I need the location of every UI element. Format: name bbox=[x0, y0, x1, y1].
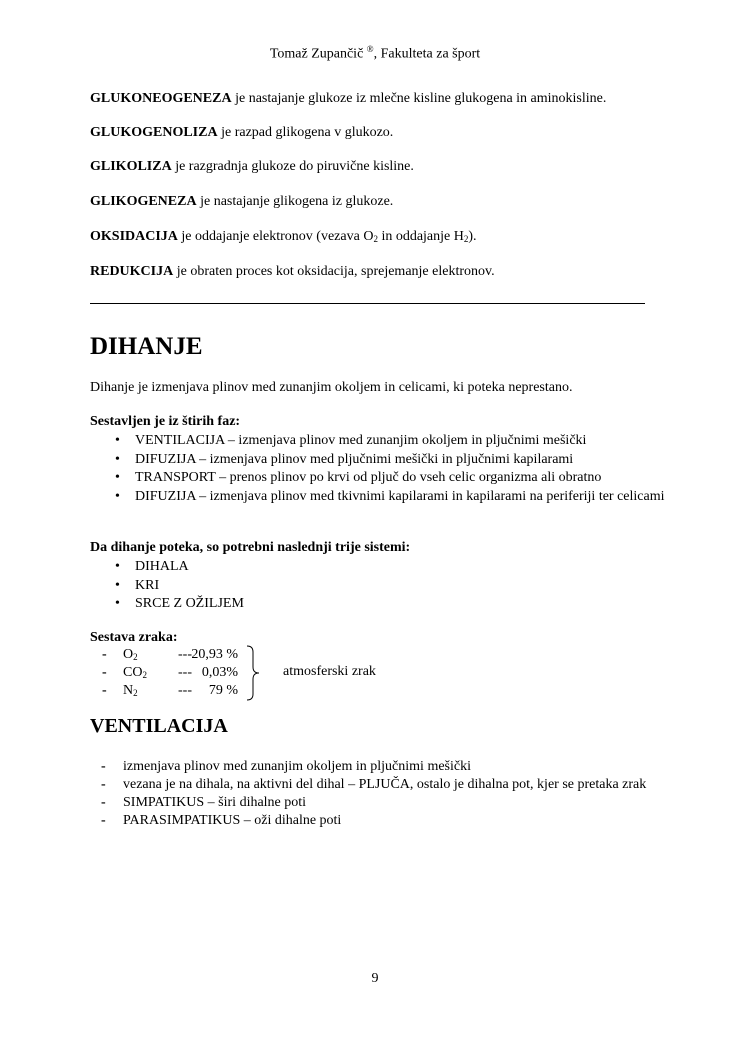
definition-text: je nastajanje glukoze iz mlečne kisline glukogena in aminokisline. bbox=[231, 91, 607, 106]
section-title-dihanje: DIHANJE bbox=[90, 333, 203, 360]
definition-text: je razgradnja glukoze do piruvične kisline. bbox=[171, 159, 414, 174]
registered-mark: ® bbox=[366, 44, 374, 54]
definition-text: in oddajanje H bbox=[377, 229, 464, 244]
definition-text: je obraten proces kot oksidacija, sprejemanje elektronov. bbox=[173, 264, 495, 279]
percentage: 0,03% bbox=[201, 665, 238, 680]
list-item: • KRI bbox=[90, 577, 665, 596]
list-item: - SIMPATIKUS – širi dihalne poti bbox=[90, 794, 663, 812]
definition-term: OKSIDACIJA bbox=[90, 229, 178, 244]
list-item: • SRCE Z OŽILJEM bbox=[90, 595, 665, 614]
definition-term: REDUKCIJA bbox=[90, 264, 174, 279]
gas-formula: $O_2$ bbox=[123, 647, 138, 662]
page-number: 9 bbox=[371, 971, 379, 986]
gas-formula: $N_2$ bbox=[123, 683, 138, 698]
definition-text: je razpad glikogena v glukozo. bbox=[217, 125, 394, 140]
curly-brace bbox=[245, 645, 261, 701]
phases-list bbox=[90, 432, 665, 506]
header-author: Tomaž Zupančič bbox=[269, 46, 364, 62]
list-item: • DIFUZIJA – izmenjava plinov med tkivnimi kapilarami in kapilarami na periferiji ter celicami bbox=[90, 488, 665, 507]
systems-heading: Da dihanje poteka, so potrebni naslednji trije sistemi: bbox=[90, 540, 411, 555]
definition-text: ). bbox=[468, 229, 477, 244]
definition-term: GLUKOGENOLIZA bbox=[90, 125, 218, 140]
definition-term: GLIKOGENEZA bbox=[90, 194, 197, 209]
list-item: • DIFUZIJA – izmenjava plinov med pljučnimi mešički in pljučnimi kapilarami bbox=[90, 451, 665, 470]
section-title-ventilacija: VENTILACIJA bbox=[90, 715, 228, 737]
list-item: • TRANSPORT – prenos plinov po krvi od pljuč do vseh celic organizma ali obratno bbox=[90, 469, 665, 488]
percentage: 20,93 % bbox=[191, 647, 238, 662]
definition-oxidation bbox=[90, 229, 477, 245]
horizontal-divider bbox=[90, 303, 645, 304]
definition-glycogenesis bbox=[90, 194, 393, 210]
ventilation-list bbox=[90, 758, 663, 830]
phases-heading: Sestavljen je iz štirih faz: bbox=[90, 414, 241, 429]
list-item: - vezana je na dihala, na aktivni del dihal – PLJUČA, ostalo je dihalna pot, kjer se pretaka zrak bbox=[90, 776, 663, 794]
definition-glycogenolysis bbox=[90, 125, 393, 141]
air-label: atmosferski zrak bbox=[283, 664, 376, 679]
air-composition-heading: Sestava zraka: bbox=[90, 630, 178, 645]
list-item: • DIHALA bbox=[90, 558, 665, 577]
gas-formula: $CO_2$ bbox=[123, 665, 147, 680]
definition-term: GLUKONEOGENEZA bbox=[90, 91, 232, 106]
dash-marker: - bbox=[102, 665, 107, 680]
systems-list bbox=[90, 558, 665, 614]
percentage: 79 % bbox=[208, 683, 238, 698]
dash-marker: - bbox=[102, 683, 107, 698]
separator: --- bbox=[178, 683, 192, 698]
definition-text: je oddajanje elektronov (vezava O bbox=[177, 229, 374, 244]
list-item: - izmenjava plinov med zunanjim okoljem in pljučnimi mešički bbox=[90, 758, 663, 776]
header-institution: , Fakulteta za šport bbox=[373, 46, 481, 62]
subscript: 2 bbox=[373, 234, 378, 244]
separator: --- bbox=[178, 665, 192, 680]
definition-gluconeogenesis bbox=[90, 91, 606, 107]
definition-term: GLIKOLIZA bbox=[90, 159, 172, 174]
dash-marker: - bbox=[102, 647, 107, 662]
list-item: • VENTILACIJA – izmenjava plinov med zunanjim okoljem in pljučnimi mešički bbox=[90, 432, 665, 451]
separator: --- bbox=[178, 647, 192, 662]
definition-glycolysis bbox=[90, 159, 414, 175]
dihanje-intro: Dihanje je izmenjava plinov med zunanjim okoljem in celicami, ki poteka neprestano. bbox=[90, 380, 573, 395]
list-item: - PARASIMPATIKUS – oži dihalne poti bbox=[90, 812, 663, 830]
subscript: 2 bbox=[463, 234, 469, 244]
definition-reduction bbox=[90, 264, 495, 280]
page-header bbox=[0, 44, 750, 63]
definition-text: je nastajanje glikogena iz glukoze. bbox=[196, 194, 394, 209]
